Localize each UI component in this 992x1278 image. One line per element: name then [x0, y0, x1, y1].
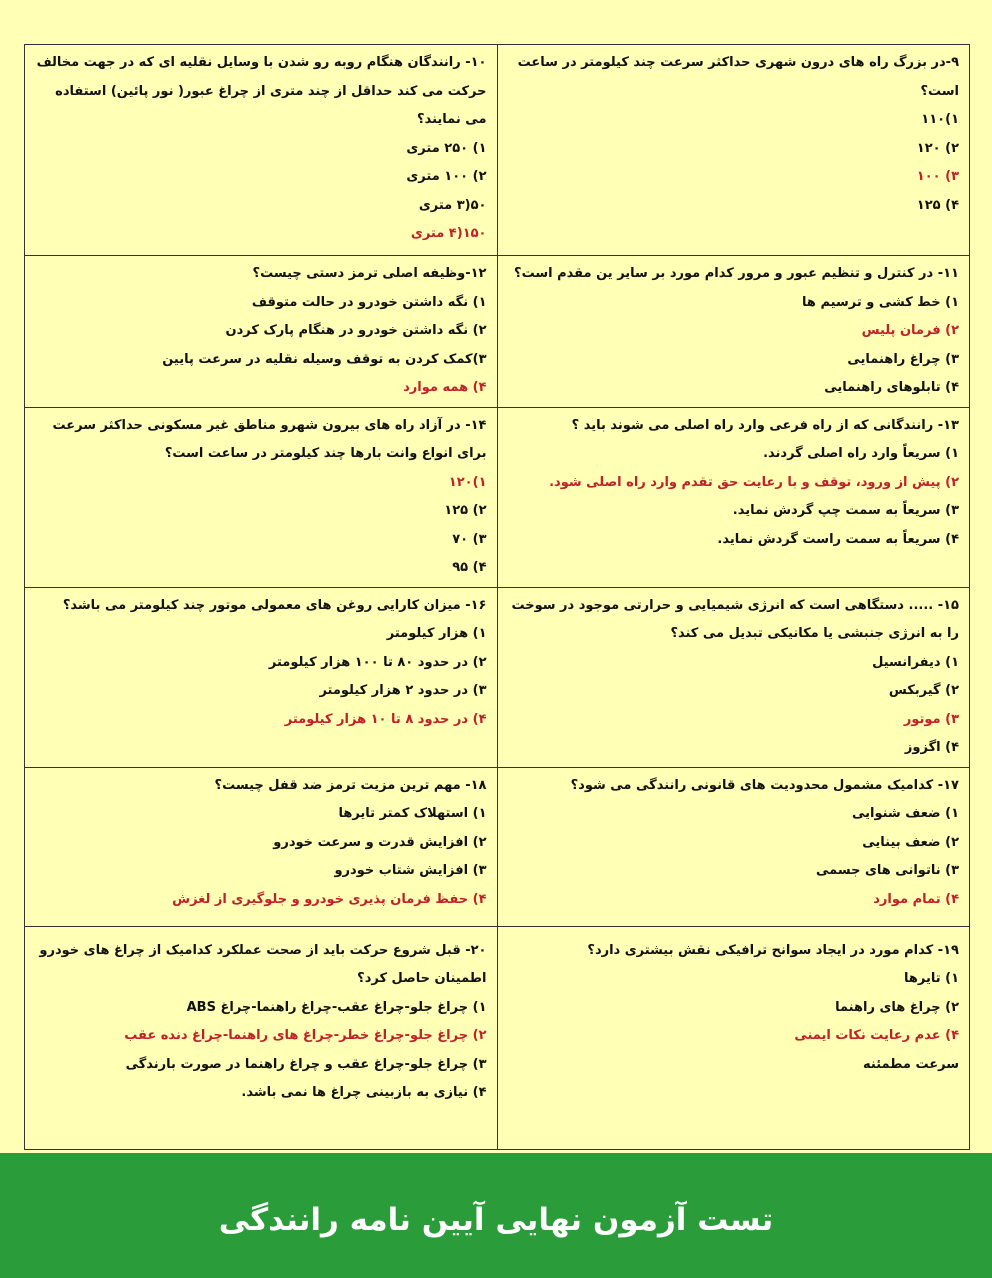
answer-option: ۲) گیربکس — [888, 683, 959, 698]
question-cell — [25, 587, 498, 767]
correct-answer-option: ۳) موتور — [903, 711, 959, 727]
question-cell — [497, 767, 970, 926]
question-cell — [497, 926, 970, 1149]
answer-option: ۴) تابلوهای راهنمایی — [824, 380, 959, 395]
answer-option: ۱) هزار کیلومتر — [386, 626, 487, 641]
question-text: ۱۱- در کنترل و تنظیم عبور و مرور کدام مورد بر سایر ین مقدم است؟ — [514, 266, 959, 281]
question-cell — [25, 45, 498, 256]
answer-option: ۱) دیفرانسیل — [872, 654, 959, 670]
question-row — [25, 767, 970, 926]
question-text: ۱۷- کدامیک مشمول محدودیت های قانونی رانندگی می شود؟ — [570, 777, 959, 793]
answer-option: ۲) نگه داشتن خودرو در هنگام پارک کردن — [225, 323, 487, 338]
question-text: ۱۹- کدام مورد در ایجاد سوانح ترافیکی نقش بیشتری دارد؟ — [587, 942, 959, 958]
correct-answer-option: ۲) چراغ جلو-چراغ خطر-چراغ های راهنما-چراغ دنده عقب — [124, 1028, 487, 1043]
question-text: ۱۳- رانندگانی که از راه فرعی وارد راه اصلی می شوند باید ؟ — [571, 417, 959, 433]
answer-option: ۳) ۷۰ — [452, 531, 487, 547]
answer-option: ۲) ۱۲۵ — [444, 503, 487, 518]
question-cell — [25, 256, 498, 408]
question-cell — [25, 767, 498, 926]
correct-answer-option: ۳) ۱۰۰ — [916, 169, 959, 184]
answer-option: ۱) سریعاً وارد راه اصلی گردند. — [763, 446, 959, 461]
question-cell — [497, 45, 970, 256]
question-text: ۱۸- مهم ترین مزیت ترمز ضد قفل چیست؟ — [214, 777, 487, 793]
answer-option: ۱) استهلاک کمتر تایرها — [338, 806, 487, 821]
answer-option: ۳) ناتوانی های جسمی — [815, 863, 959, 878]
answer-option: ۱) ۲۵۰ متری — [406, 140, 487, 156]
question-cell — [25, 926, 498, 1149]
answer-option: ۵۰(۳ متری — [418, 197, 487, 213]
answer-option: ۴) سریعاً به سمت راست گردش نماید. — [717, 531, 959, 547]
answer-option: ۱) تایرها — [903, 971, 959, 986]
answer-option: ۴) اگزوز — [904, 740, 959, 755]
question-text: ۱۰- رانندگان هنگام روبه رو شدن با وسایل نقلیه ای که در جهت مخالف حرکت می کند حداقل از چند متری از چراغ عبور( نور پائین) استفاده می نمایند؟ — [36, 55, 487, 127]
question-cell — [497, 587, 970, 767]
question-text: ۹-در بزرگ راه های درون شهری حداکثر سرعت چند کیلومتر در ساعت است؟ — [517, 55, 959, 99]
question-text: ۱۲-وظیفه اصلی ترمز دستی چیست؟ — [252, 266, 487, 281]
question-cell — [25, 407, 498, 587]
answer-option: ۳) چراغ راهنمایی — [847, 351, 959, 367]
question-text: ۱۶- میزان کارایی روغن های معمولی موتور چند کیلومتر می باشد؟ — [62, 597, 487, 613]
question-text: ۱۵- ..... دستگاهی است که انرژی شیمیایی و حرارتی موجود در سوخت را به انرژی جنبشی یا مکانیکی تبدیل می کند؟ — [511, 597, 959, 641]
question-row — [25, 926, 970, 1149]
question-row — [25, 45, 970, 256]
question-text: ۲۰- قبل شروع حرکت باید از صحت عملکرد کدامیک از چراغ های خودرو اطمینان حاصل کرد؟ — [39, 942, 487, 986]
correct-answer-option: ۴) تمام موارد — [873, 891, 959, 907]
question-row — [25, 256, 970, 408]
correct-answer-option: ۲) فرمان پلیس — [861, 323, 959, 338]
answer-option: ۱) ضعف شنوایی — [851, 806, 959, 821]
question-row — [25, 587, 970, 767]
correct-answer-option: ۴) حفظ فرمان پذیری خودرو و جلوگیری از لغزش — [172, 891, 487, 907]
correct-answer-option: ۲) پیش از ورود، توقف و با رعایت حق تقدم وارد راه اصلی شود. — [549, 474, 959, 490]
answer-option: ۲) ۱۲۰ — [916, 140, 959, 156]
footer-title: تست آزمون نهایی آیین نامه رانندگی — [218, 1201, 774, 1238]
question-text: ۱۴- در آزاد راه های بیرون شهرو مناطق غیر مسکونی حداکثر سرعت برای انواع وانت بارها چند کیلومتر در ساعت است؟ — [52, 417, 487, 461]
answer-option: ۲) افزایش قدرت و سرعت خودرو — [273, 834, 487, 850]
answer-option: ۳)کمک کردن به توقف وسیله نقلیه در سرعت پایین — [162, 351, 487, 367]
question-cell — [497, 256, 970, 408]
correct-answer-option: ۴) همه موارد — [403, 380, 487, 395]
question-row — [25, 407, 970, 587]
answer-option: ۴) ۱۲۵ — [916, 197, 959, 213]
answer-option: ۳) در حدود ۲ هزار کیلومتر — [319, 683, 487, 698]
answer-option: ۲) ۱۰۰ متری — [406, 169, 487, 184]
answer-option: ۴) ۹۵ — [452, 560, 487, 575]
answer-option: ۲) چراغ های راهنما — [835, 999, 959, 1015]
correct-answer-option: ۱۵۰(۴ متری — [410, 226, 487, 241]
answer-option: ۱) خط کشی و ترسیم ها — [802, 294, 959, 310]
answer-option: ۱) چراغ جلو-چراغ عقب-چراغ راهنما-چراغ ABS — [186, 999, 487, 1015]
answer-option: ۲) در حدود ۸۰ تا ۱۰۰ هزار کیلومتر — [268, 654, 487, 670]
answer-option: ۲) ضعف بینایی — [862, 834, 959, 850]
answer-option: ۳) چراغ جلو-چراغ عقب و چراغ راهنما در صورت بارندگی — [125, 1056, 487, 1072]
correct-answer-option: ۴) در حدود ۸ تا ۱۰ هزار کیلومتر — [284, 711, 487, 727]
answer-option: ۳) سریعاً به سمت چپ گردش نماید. — [732, 503, 959, 518]
footer-banner — [0, 1153, 992, 1278]
answer-option: ۳) افزایش شتاب خودرو — [334, 863, 487, 878]
correct-answer-option: ۴) عدم رعایت نکات ایمنی — [794, 1028, 959, 1043]
question-cell — [497, 407, 970, 587]
correct-answer-option: ۱)۱۲۰ — [448, 474, 487, 490]
questions-table — [24, 44, 970, 1150]
answer-option: ۱) نگه داشتن خودرو در حالت متوقف — [251, 294, 487, 310]
answer-option: سرعت مطمئنه — [863, 1056, 959, 1072]
answer-option: ۱)۱۱۰ — [921, 112, 959, 127]
answer-option: ۴) نیازی به بازبینی چراغ ها نمی باشد. — [241, 1085, 487, 1100]
